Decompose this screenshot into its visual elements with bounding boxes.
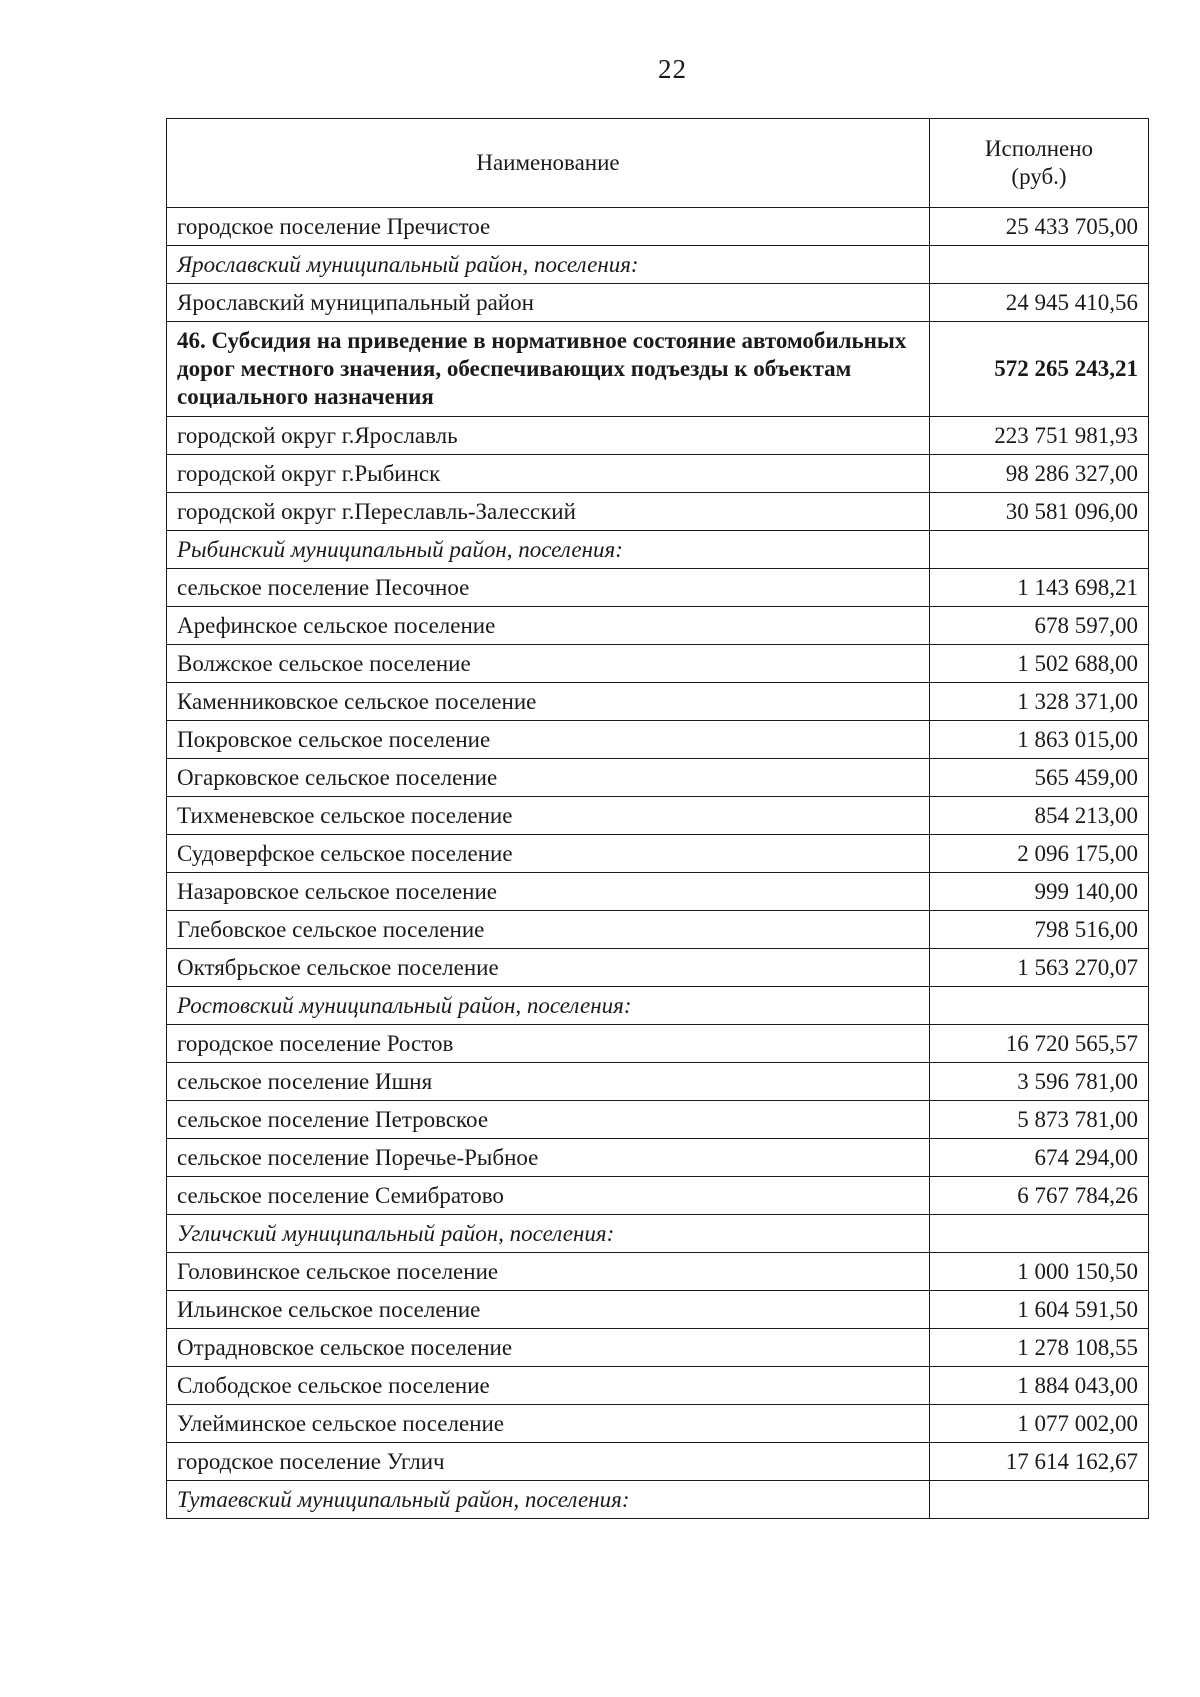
table-row — [167, 683, 1149, 721]
row-name: Арефинское сельское поселение — [167, 607, 930, 645]
table-row — [167, 284, 1149, 322]
subsidy-row — [167, 322, 1149, 417]
row-amount: 674 294,00 — [930, 1139, 1149, 1177]
row-name: Отрадновское сельское поселение — [167, 1329, 930, 1367]
row-amount: 678 597,00 — [930, 607, 1149, 645]
table-row — [167, 645, 1149, 683]
table-row — [167, 1063, 1149, 1101]
row-name: городской округ г.Рыбинск — [167, 455, 930, 493]
row-amount: 25 433 705,00 — [930, 208, 1149, 246]
row-amount: 16 720 565,57 — [930, 1025, 1149, 1063]
table-row — [167, 493, 1149, 531]
row-name: Улейминское сельское поселение — [167, 1405, 930, 1443]
row-amount: 1 863 015,00 — [930, 721, 1149, 759]
table-row — [167, 569, 1149, 607]
table-row — [167, 797, 1149, 835]
row-name: Назаровское сельское поселение — [167, 873, 930, 911]
row-amount: 999 140,00 — [930, 873, 1149, 911]
row-amount: 854 213,00 — [930, 797, 1149, 835]
row-name: сельское поселение Песочное — [167, 569, 930, 607]
row-name: городской округ г.Переславль-Залесский — [167, 493, 930, 531]
table-row — [167, 1025, 1149, 1063]
row-name: Огарковское сельское поселение — [167, 759, 930, 797]
table-row — [167, 1177, 1149, 1215]
table-row — [167, 1291, 1149, 1329]
row-amount: 6 767 784,26 — [930, 1177, 1149, 1215]
row-name: 46. Субсидия на приведение в нормативное состояние автомобильных дорог местного значения, обеспечивающих подъезды к объектам социального назначения — [167, 322, 930, 417]
table-row — [167, 208, 1149, 246]
table-row — [167, 1101, 1149, 1139]
row-amount — [930, 987, 1149, 1025]
row-name: городское поселение Углич — [167, 1443, 930, 1481]
row-amount: 1 278 108,55 — [930, 1329, 1149, 1367]
row-amount — [930, 531, 1149, 569]
row-amount: 17 614 162,67 — [930, 1443, 1149, 1481]
row-name: Покровское сельское поселение — [167, 721, 930, 759]
table-row — [167, 721, 1149, 759]
budget-table — [166, 118, 1149, 1519]
table-row — [167, 1329, 1149, 1367]
row-name: сельское поселение Петровское — [167, 1101, 930, 1139]
table-row — [167, 1253, 1149, 1291]
table-row — [167, 1139, 1149, 1177]
row-amount: 565 459,00 — [930, 759, 1149, 797]
row-amount: 1 000 150,50 — [930, 1253, 1149, 1291]
row-amount: 223 751 981,93 — [930, 417, 1149, 455]
row-amount: 1 604 591,50 — [930, 1291, 1149, 1329]
header-amount-line2: (руб.) — [1011, 164, 1067, 189]
row-name: Тутаевский муниципальный район, поселения: — [167, 1481, 930, 1519]
row-amount — [930, 1481, 1149, 1519]
row-name: Волжское сельское поселение — [167, 645, 930, 683]
table-row — [167, 1405, 1149, 1443]
row-amount: 1 143 698,21 — [930, 569, 1149, 607]
table-row — [167, 1443, 1149, 1481]
district-header-row — [167, 531, 1149, 569]
row-amount — [930, 246, 1149, 284]
table-row — [167, 949, 1149, 987]
row-name: городской округ г.Ярославль — [167, 417, 930, 455]
table-body — [167, 208, 1149, 1519]
table-row — [167, 835, 1149, 873]
row-name: Ярославский муниципальный район, поселения: — [167, 246, 930, 284]
row-name: Головинское сельское поселение — [167, 1253, 930, 1291]
row-amount — [930, 1215, 1149, 1253]
row-name: сельское поселение Ишня — [167, 1063, 930, 1101]
row-amount: 2 096 175,00 — [930, 835, 1149, 873]
row-name: Судоверфское сельское поселение — [167, 835, 930, 873]
row-name: городское поселение Ростов — [167, 1025, 930, 1063]
row-amount: 5 873 781,00 — [930, 1101, 1149, 1139]
row-amount: 572 265 243,21 — [930, 322, 1149, 417]
row-amount: 798 516,00 — [930, 911, 1149, 949]
header-amount-line1: Исполнено — [984, 136, 1094, 161]
row-amount: 1 884 043,00 — [930, 1367, 1149, 1405]
row-amount: 1 502 688,00 — [930, 645, 1149, 683]
table-row — [167, 607, 1149, 645]
row-amount: 3 596 781,00 — [930, 1063, 1149, 1101]
row-amount: 1 077 002,00 — [930, 1405, 1149, 1443]
header-name: Наименование — [167, 119, 930, 208]
table-row — [167, 759, 1149, 797]
row-name: Рыбинский муниципальный район, поселения: — [167, 531, 930, 569]
row-name: Ростовский муниципальный район, поселения: — [167, 987, 930, 1025]
header-amount — [930, 119, 1149, 208]
row-name: городское поселение Пречистое — [167, 208, 930, 246]
table-row — [167, 455, 1149, 493]
table-row — [167, 873, 1149, 911]
row-name: Угличский муниципальный район, поселения: — [167, 1215, 930, 1253]
table-row — [167, 417, 1149, 455]
row-name: Глебовское сельское поселение — [167, 911, 930, 949]
row-name: Ильинское сельское поселение — [167, 1291, 930, 1329]
row-name: Октябрьское сельское поселение — [167, 949, 930, 987]
row-amount: 1 563 270,07 — [930, 949, 1149, 987]
district-header-row — [167, 1215, 1149, 1253]
table-row — [167, 1367, 1149, 1405]
district-header-row — [167, 987, 1149, 1025]
row-amount: 30 581 096,00 — [930, 493, 1149, 531]
row-amount: 98 286 327,00 — [930, 455, 1149, 493]
row-name: Ярославский муниципальный район — [167, 284, 930, 322]
row-name: сельское поселение Поречье-Рыбное — [167, 1139, 930, 1177]
district-header-row — [167, 246, 1149, 284]
table-row — [167, 911, 1149, 949]
row-name: Слободское сельское поселение — [167, 1367, 930, 1405]
row-amount: 24 945 410,56 — [930, 284, 1149, 322]
district-header-row — [167, 1481, 1149, 1519]
row-amount: 1 328 371,00 — [930, 683, 1149, 721]
row-name: Тихменевское сельское поселение — [167, 797, 930, 835]
row-name: сельское поселение Семибратово — [167, 1177, 930, 1215]
table-header-row — [167, 119, 1149, 208]
page-number: 22 — [658, 54, 687, 84]
row-name: Каменниковское сельское поселение — [167, 683, 930, 721]
